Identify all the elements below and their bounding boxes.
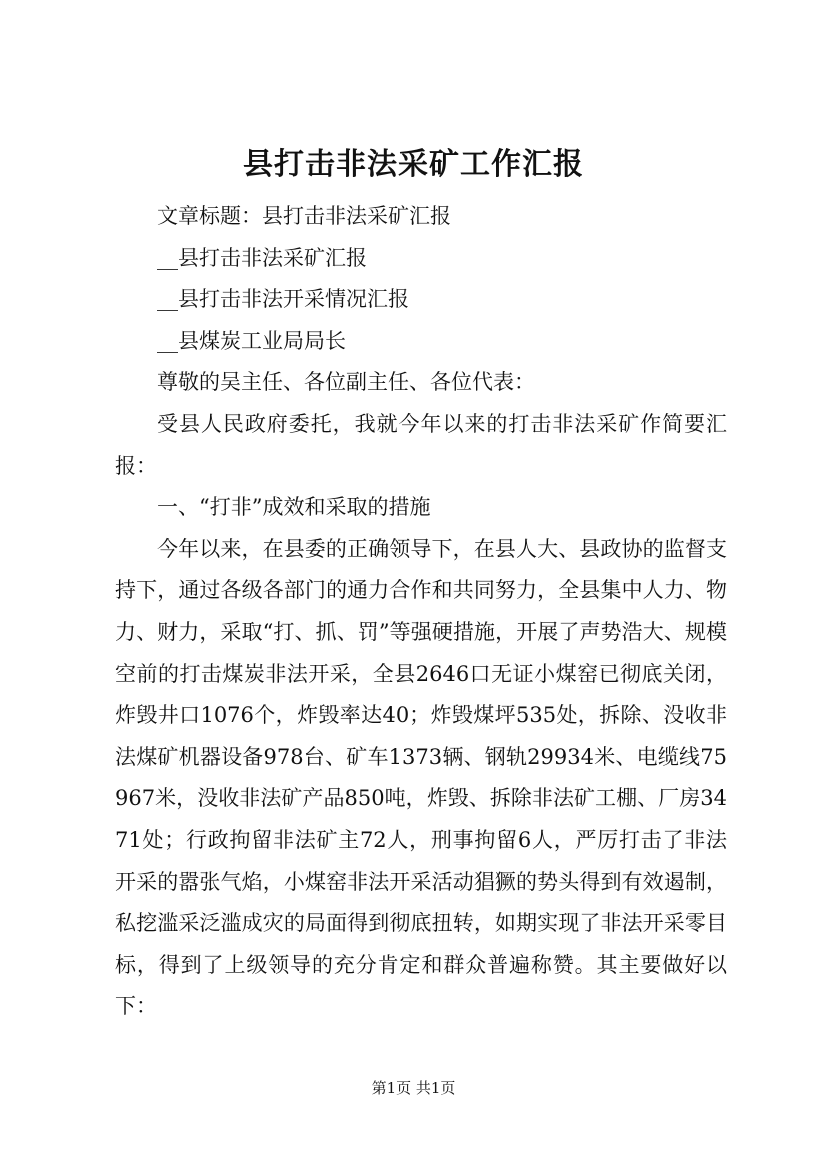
paragraph-main: 今年以来，在县委的正确领导下，在县人大、县政协的监督支持下，通过各级各部门的通力合作和共同努力，全县集中人力、物力、财力，采取“打、抓、罚”等强硬措施，开展了声势浩大、规模空前的打击煤炭非法开采，全县2646口无证小煤窑已彻底关闭，炸毁井口1076个，炸毁率达40；炸毁煤坪535处，拆除、没收非法煤矿机器设备978台、矿车1373辆、钢轨29934米、电缆线75967米，没收非法矿产品850吨，炸毁、拆除非法矿工棚、厂房3471处；行政拘留非法矿主72人，刑事拘留6人，严厉打击了非法开采的嚣张气焰，小煤窑非法开采活动猖獗的势头得到有效遏制，私挖滥采泛滥成灾的局面得到彻底扭转，如期实现了非法开采零目标，得到了上级领导的充分肯定和群众普遍称赞。其主要做好以下： bbox=[115, 536, 727, 1019]
section-heading: 一、“打非”成效和采取的措施 bbox=[157, 495, 431, 520]
document-body bbox=[115, 196, 727, 1028]
paragraph-author: __县煤炭工业局局长 bbox=[157, 328, 346, 353]
paragraph-report-name: __县打击非法采矿汇报 bbox=[157, 245, 367, 270]
page-footer: 第1页 共1页 bbox=[371, 1079, 456, 1097]
paragraph-intro: 受县人民政府委托，我就今年以来的打击非法采矿作简要汇报： bbox=[115, 411, 727, 478]
paragraph-report-subtitle: __县打击非法开采情况汇报 bbox=[157, 287, 409, 312]
document-title: 县打击非法采矿工作汇报 bbox=[243, 147, 584, 182]
paragraph-salutation: 尊敬的吴主任、各位副主任、各位代表： bbox=[157, 370, 535, 395]
paragraph-article-title: 文章标题：县打击非法采矿汇报 bbox=[157, 204, 451, 228]
